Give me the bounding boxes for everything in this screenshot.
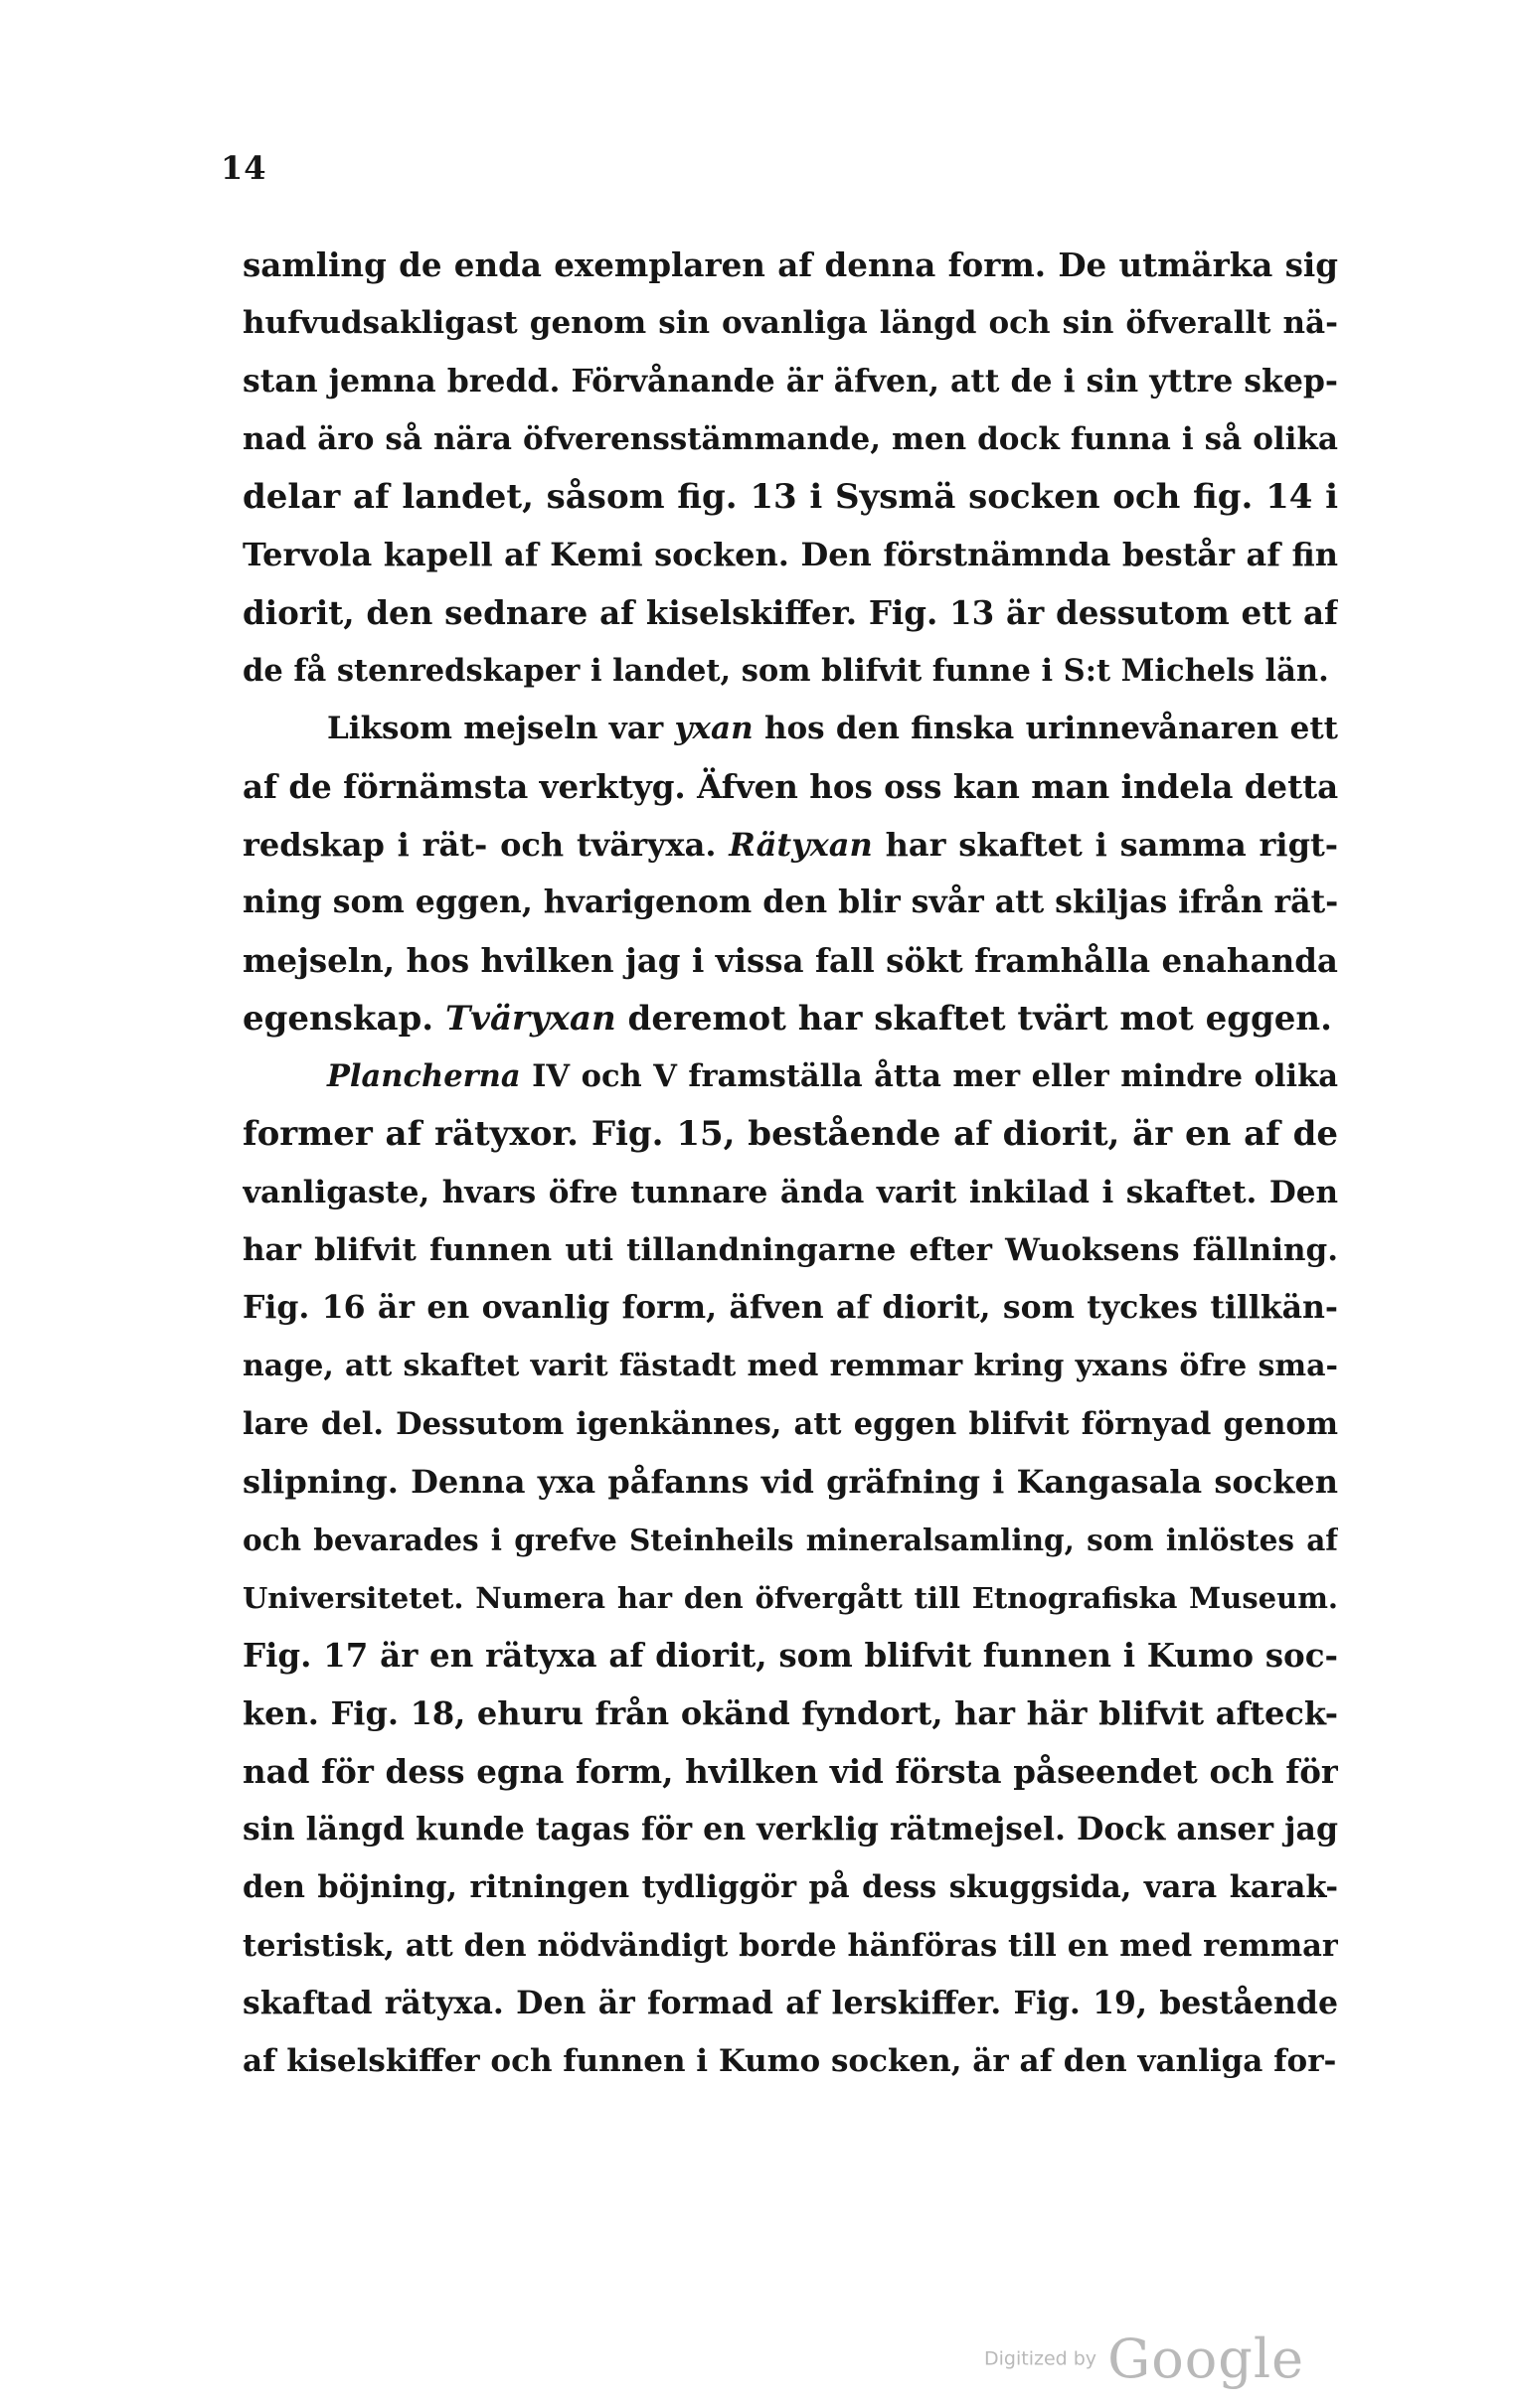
text-line [243,874,1338,931]
text-line [243,1164,1338,1221]
text-segment: teristisk, att den nödvändigt borde hänföras till en med remmar [243,1927,1338,1964]
text-line [243,584,1338,642]
text-segment: har blifvit funnen uti tillandningarne efter Wuoksens fällning. [243,1232,1338,1269]
text-segment: skaftad rätyxa. Den är formad af lerskiffer. Fig. 19, bestående [243,1984,1338,2021]
text-segment: af kiselskiffer och funnen i Kumo socken, är af den vanliga for- [243,2043,1337,2080]
text-segment: redskap i rät- och tväryxa. [243,825,730,864]
text-line [243,1975,1338,2032]
text-line [243,1743,1338,1801]
text-line [243,642,1338,700]
text-segment: diorit, den sednare af kiselskiffer. Fig. 13 är dessutom ett af [243,592,1338,632]
text-line [243,1627,1338,1685]
text-line [243,526,1338,583]
text-segment: Tervola kapell af Kemi socken. Den förstnämnda består af fin [243,536,1338,574]
text-line [243,1453,1338,1511]
text-segment: de få stenredskaper i landet, som blifvit funne i S:t Michels län. [243,653,1329,690]
text-line [243,1858,1338,1916]
body-text [243,237,1338,2091]
italic-term: Tväryxan [444,998,616,1039]
text-segment: ken. Fig. 18, ehuru från okänd fyndort, har här blifvit afteck- [243,1694,1338,1733]
text-segment: slipning. Denna yxa påfanns vid gräfning i Kangasala socken [243,1463,1338,1502]
text-segment: af de förnämsta verktyg. Äfven hos oss kan man indela detta [243,766,1338,806]
text-line [243,1569,1338,1627]
text-segment: Fig. 17 är en rätyxa af diorit, som blifvit funnen i Kumo soc- [243,1636,1338,1676]
text-segment: IV och V framställa åtta mer eller mindre olika [520,1058,1338,1095]
text-line [243,1685,1338,1742]
italic-term: yxan [674,711,754,747]
text-line [243,1279,1338,1337]
text-segment: mejseln, hos hvilken jag i vissa fall sökt framhålla enahanda [243,940,1338,980]
text-segment: Universitetet. Numera har den öfvergått till Etnografiska Museum. [243,1580,1338,1615]
text-line [243,1338,1338,1395]
text-segment: delar af landet, såsom fig. 13 i Sysmä socken och fig. 14 i [243,477,1338,518]
text-line [243,1395,1338,1453]
text-segment: nage, att skaftet varit fästadt med remmar kring yxans öfre sma- [243,1348,1338,1383]
text-segment: egenskap. [243,998,445,1039]
text-line [243,294,1338,352]
text-line [243,700,1338,757]
text-line [243,410,1338,468]
italic-term: Plancherna [327,1058,521,1095]
text-line [243,1512,1338,1569]
text-line [243,1801,1338,1858]
text-segment: har skaftet i samma rigt- [872,825,1338,864]
text-segment: Fig. 16 är en ovanlig form, äfven af diorit, som tyckes tillkän- [243,1289,1338,1327]
text-line [243,816,1338,874]
watermark-prefix: Digitized by [984,2347,1097,2370]
text-segment: och bevarades i grefve Steinheils mineralsamling, som inlöstes af [243,1522,1338,1557]
text-segment: den böjning, ritningen tydliggör på dess skuggsida, vara karak- [243,1869,1338,1906]
page-number: 14 [221,149,267,187]
text-line [243,758,1338,816]
text-segment: nad för dess egna form, hvilken vid första påseendet och för [243,1751,1338,1791]
text-line [243,932,1338,990]
italic-term: Rätyxan [729,825,873,864]
text-line [243,2032,1338,2090]
text-line [243,990,1338,1047]
text-segment: deremot har skaftet tvärt mot eggen. [615,998,1332,1039]
text-segment: nad äro så nära öfverensstämmande, men dock funna i så olika [243,420,1338,457]
text-segment: ning som eggen, hvarigenom den blir svår att skiljas ifrån rät- [243,883,1338,921]
text-line [243,468,1338,526]
text-segment: lare del. Dessutom igenkännes, att eggen blifvit förnyad genom [243,1405,1338,1442]
text-line [243,1917,1338,1975]
google-logo: Google [1107,2328,1305,2390]
text-line [243,353,1338,410]
text-segment: vanligaste, hvars öfre tunnare ända varit inkilad i skaftet. Den [243,1174,1338,1210]
text-segment: stan jemna bredd. Förvånande är äfven, att de i sin yttre skep- [243,362,1338,400]
text-segment: hufvudsakligast genom sin ovanliga längd och sin öfverallt nä- [243,305,1338,342]
text-line [243,1047,1338,1105]
text-segment: sin längd kunde tagas för en verklig rätmejsel. Dock anser jag [243,1811,1338,1848]
watermark [984,2328,1304,2390]
text-line [243,1105,1338,1163]
text-segment: samling de enda exemplaren af denna form. De utmärka sig [243,245,1338,284]
text-segment: Liksom mejseln var [327,711,675,747]
text-segment: former af rätyxor. Fig. 15, bestående af diorit, är en af de [243,1114,1338,1155]
text-line [243,1221,1338,1279]
text-segment: hos den finska urinnevånaren ett [753,711,1338,747]
text-line [243,237,1338,294]
